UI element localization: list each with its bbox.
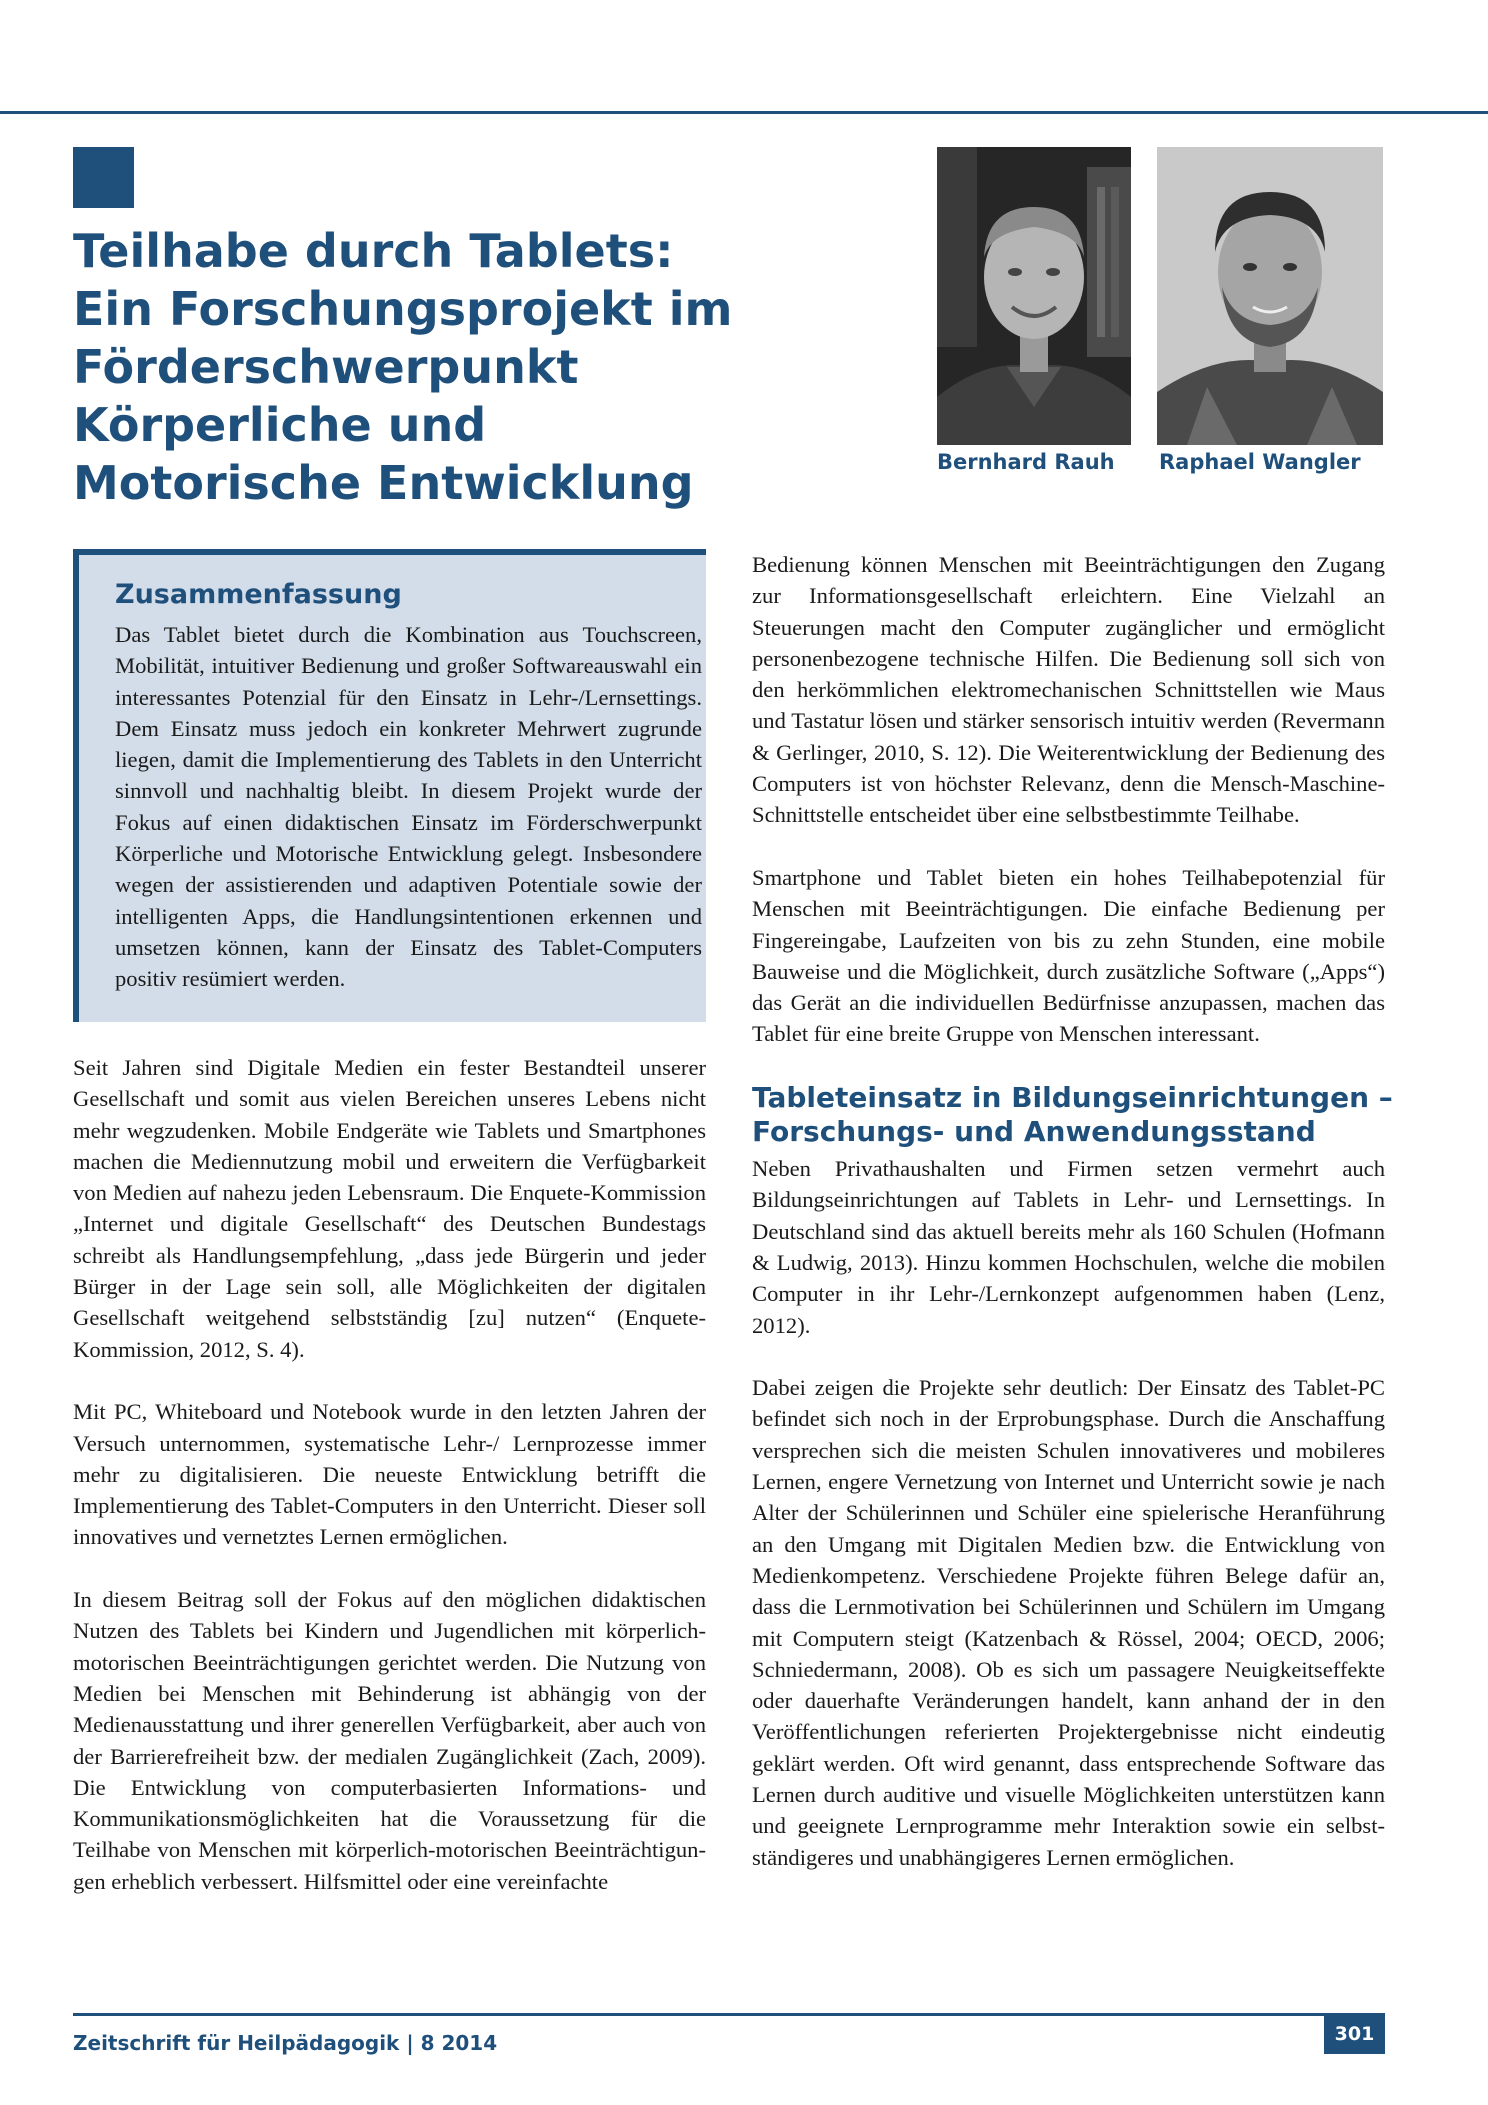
title-line: Förderschwerpunkt [73,340,579,394]
section-heading-line: Tableteinsatz in Bildungseinrichtungen – [752,1081,1393,1115]
body-paragraph: Mit PC, Whiteboard und Notebook wurde in den letzten Jahren der Versuch unternommen, systematische Lehr-/ Lernprozesse immer mehr zu digitalisieren. Die neueste Entwicklung betrifft die Implementierung des Tablet-Computers in den Unterricht. Dieser soll innovatives und vernetztes Lernen ermöglichen. [73,1399,706,1550]
body-paragraph: Seit Jahren sind Digitale Medien ein fester Bestandteil unserer Gesellschaft und somit aus vielen Bereichen unseres Lebens nicht mehr wegzudenken. Mobile Endgeräte wie Tablets und Smartphones machen die Mediennutzung mobil und erweitern die Verfügbarkeit von Medien auf nahezu jeden Lebensraum. Die Enquete-Kommission „Internet und digitale Gesellschaft“ des Deutschen Bundestags schreibt als Handlungsempfehlung, „dass jede Bürgerin und jeder Bürger in der Lage sein soll, alle Möglichkeiten der digitalen Gesellschaft weitgehend selbstständig [zu] nutzen“ (Enquete-Kommission, 2012, S. 4). [73,1055,706,1362]
abstract-box [73,549,706,1022]
body-paragraph: In diesem Beitrag soll der Fokus auf den möglichen didaktischen Nutzen des Tablets bei Kindern und Jugendlichen mit körperlich-motorischen Beeinträchtigungen gerichtet werden. Die Nutzung von Medien bei Menschen mit Behinderung ist abhängig von der Medienausstattung und ihrer generellen Verfügbarkeit, aber auch von der Barrierefreiheit bzw. der medialen Zugänglichkeit (Zach, 2009). Die Entwicklung von computerbasierten Informations- und Kommunikationsmöglichkeiten hat die Voraussetzung für die Teilhabe von Menschen mit körperlich-motorischen Beeinträchtigungen erheblich verbessert. Hilfsmittel oder eine vereinfachte [73,1587,706,1894]
author-caption: Bernhard Rauh [937,450,1115,474]
top-rule [0,111,1488,114]
footer-rule [73,2013,1385,2016]
author-caption: Raphael Wangler [1159,450,1361,474]
title-line: Teilhabe durch Tablets: [73,224,674,278]
title-line: Motorische Entwicklung [73,456,694,510]
body-paragraph: Neben Privathaushalten und Firmen setzen vermehrt auch Bildungseinrichtungen auf Tablets in Lehr- und Lernsettings. In Deutschland sind das aktuell bereits mehr als 160 Schulen (Hofmann & Ludwig, 2013). Hinzu kommen Hochschulen, welche die mobilen Computer in ihr Lehr-/Lernkonzept aufgenommen haben (Lenz, 2012). [752,1156,1385,1338]
right-column [752,549,1393,1873]
body-paragraph: Smartphone und Tablet bieten ein hohes Teilhabepotenzial für Menschen mit Beeinträchtigungen. Die einfache Bedienung per Fingereingabe, Laufzeiten von bis zu zehn Stunden, eine mobile Bauweise und die Möglichkeit, durch zusätzliche Software („Apps“) das Gerät an die individuellen Bedürfnisse anzupassen, machen das Tablet für eine breite Gruppe von Menschen interessant. [752,864,1385,1047]
page-number: 301 [1324,2016,1385,2054]
section-heading [752,1081,1393,1149]
left-column [73,1052,706,1897]
article-title [73,222,753,512]
title-line: Körperliche und [73,398,487,452]
author-photo-raphael-wangler [1157,147,1383,445]
title-marker-square [73,147,134,208]
author-photo-bernhard-rauh [937,147,1131,445]
abstract-text: Das Tablet bietet durch die Kombination aus Touchscreen, Mobilität, intuitiver Bedienung und großer Softwareauswahl ein interessantes Potenzial für den Einsatz in Lehr-/Lernsettings. Dem Einsatz muss jedoch ein konkreter Mehrwert zugrunde liegen, damit die Implementierung des Tablets in den Unterricht sinnvoll und nachhaltig bleibt. In diesem Projekt wurde der Fokus auf einen didaktischen Einsatz im Förderschwerpunkt Körperliche und Motorische Entwicklung gelegt. Insbesondere wegen der assistierenden und adaptiven Potentiale sowie der intelligenten Apps, die Handlungsintentionen erkennen und umsetzen können, kann der Einsatz des Tablet-Computers positiv resümiert werden. [115,622,702,992]
section-heading-line: Forschungs- und Anwendungsstand [752,1115,1316,1149]
title-line: Ein Forschungsprojekt im [73,282,733,336]
journal-footer: Zeitschrift für Heilpädagogik | 8 2014 [73,2031,498,2055]
body-paragraph: Bedienung können Menschen mit Beeinträchtigungen den Zugang zur Informationsgesellschaft erleichtern. Eine Vielzahl an Steuerungen macht den Computer zugänglicher und ermöglicht personenbezogene technische Hilfen. Die Bedienung soll sich von den herkömmlichen elektromechanischen Schnittstellen wie Maus und Tastatur lösen und stärker sensorisch intuitiv werden (Revermann & Gerlinger, 2010, S. 12). Die Weiterentwicklung der Bedienung des Computers ist von höchster Relevanz, denn die Mensch-Maschine-Schnittstelle entscheidet über eine selbstbestimmte Teilhabe. [752,552,1385,828]
abstract-heading: Zusammenfassung [115,579,402,610]
body-paragraph: Dabei zeigen die Projekte sehr deutlich: Der Einsatz des Tablet-PC befindet sich noch in der Erprobungsphase. Durch die Anschaffung versprechen sich die meisten Schulen innovativeres und mobileres Lernen, engere Vernetzung von Internet und Unterricht sowie je nach Alter der Schülerinnen und Schüler eine spielerische Heranführung an den Umgang mit Digitalen Medien bzw. die Entwicklung von Medienkompetenz. Verschiedene Projekte führen Belege dafür an, dass die Lernmotivation bei Schülerinnen und Schülern im Umgang mit Computern steigt (Katzenbach & Rössel, 2004; OECD, 2006; Schniedermann, 2008). Ob es sich um passagere Neuigkeitseffekte oder dauerhafte Veränderungen handelt, kann anhand der in den Veröffentlichungen referierten Projektergebnisse nicht eindeutig geklärt werden. Oft wird genannt, dass entsprechende Software das Lernen durch auditive und visuelle Möglichkeiten unterstützen kann und geeignete Lernprogramme mehr Interaktion sowie ein selbstständigeres und unabhängigeres Lernen ermöglichen. [752,1375,1385,1870]
